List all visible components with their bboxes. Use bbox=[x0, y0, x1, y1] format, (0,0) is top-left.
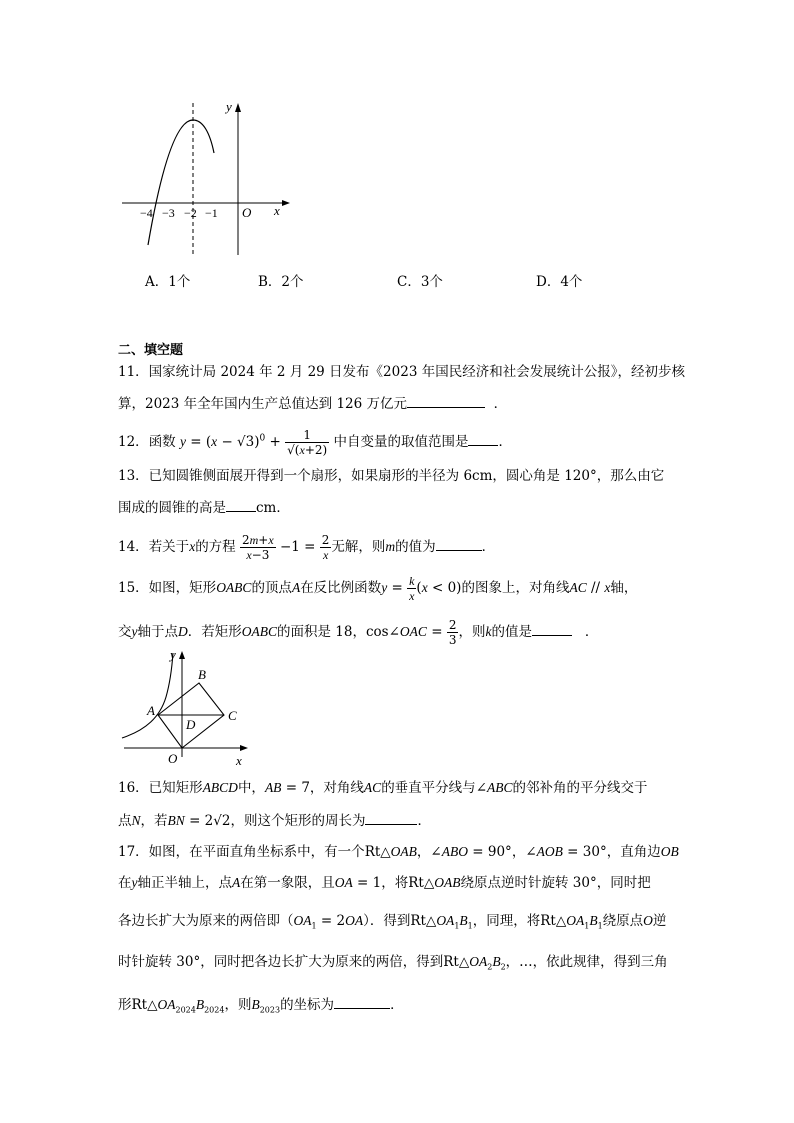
parabola-graph bbox=[110, 95, 310, 265]
option-c[interactable]: C．3个 bbox=[397, 274, 443, 290]
answer-blank[interactable] bbox=[407, 393, 485, 408]
q15-line2: 交y轴于点D．若矩形OABC的面积是 18，cos∠OAC = $\frac{2}{3}$ ，则k的值是 ． bbox=[118, 618, 599, 647]
option-a[interactable]: A．1个 bbox=[145, 274, 191, 290]
q17-line4: 时针旋转 30°，同时把各边长扩大为原来的两倍，得到$Rt\triangle OA_2B_2$，…，依此规律，得到三角 bbox=[118, 954, 668, 972]
origin-label: O bbox=[168, 751, 178, 766]
q15-line1: 15．如图，矩形OABC的顶点A在反比例函数y = $\frac{k}{x}$ (x < 0)的图象上，对角线AC // x轴， bbox=[118, 574, 638, 603]
q13-line2: 围成的圆锥的高是 cm． bbox=[118, 497, 290, 518]
q17-line5: 形$Rt\triangle OA_{2024}B_{2024}$，则$B_{2023}$的坐标为 ． bbox=[118, 994, 404, 1021]
answer-blank[interactable] bbox=[226, 497, 256, 512]
q16-line1: 16．已知矩形ABCD中，AB = 7，对角线AC的垂直平分线与∠ABC的邻补角的平分线交于 bbox=[118, 780, 648, 796]
point-a-label: A bbox=[147, 703, 155, 718]
q17-line3: 各边长扩大为原来的两倍即$(OA_1 = 2OA)$．得到$Rt\triangle OA_1B_1$，同理，将$Rt\triangle OA_1B_1$绕原点O逆 bbox=[118, 913, 667, 931]
x-axis-label: x bbox=[274, 203, 280, 218]
option-b[interactable]: B．2个 bbox=[258, 274, 304, 290]
q14: 14．若关于x的方程 $\frac{2m+x}{x-3}$ −1 = $\frac{2}{x}$ 无解，则m的值为 ． bbox=[118, 533, 496, 562]
answer-blank[interactable] bbox=[436, 536, 482, 551]
option-d[interactable]: D．4个 bbox=[536, 274, 583, 290]
answer-blank[interactable] bbox=[532, 621, 572, 636]
tick-label: −4 bbox=[140, 206, 153, 220]
x-axis-label: x bbox=[236, 753, 242, 768]
rectangle-hyperbola-graph bbox=[116, 645, 256, 770]
tick-label: −1 bbox=[205, 206, 218, 220]
q17-line1: 17．如图，在平面直角坐标系中，有一个Rt△OAB，∠ABO = 90°，∠AOB = 30°，直角边OB bbox=[118, 844, 679, 860]
section-title: 二、填空题 bbox=[118, 343, 184, 358]
tick-label: −3 bbox=[162, 206, 175, 220]
point-b-label: B bbox=[198, 667, 206, 682]
answer-blank[interactable] bbox=[365, 810, 417, 825]
q12: 12．函数 $y = (x - √3)^0$ + $\frac{1}{√(x+2)}$ 中自变量的取值范围是 ． bbox=[118, 428, 512, 457]
y-axis-label: y bbox=[226, 99, 232, 114]
point-c-label: C bbox=[228, 708, 237, 723]
q13-line1: 13．已知圆锥侧面展开得到一个扇形，如果扇形的半径为 6cm，圆心角是 120°，那么由它 bbox=[118, 468, 665, 484]
q17-line2: 在y轴正半轴上，点A在第一象限，且OA = 1，将Rt△OAB绕原点逆时针旋转 30°，同时把 bbox=[118, 875, 651, 891]
answer-blank[interactable] bbox=[468, 431, 498, 446]
y-axis-label: y bbox=[170, 647, 176, 662]
q11-line1: 11．国家统计局 2024 年 2 月 29 日发布《2023 年国民经济和社会发展统计公报》，经初步核 bbox=[118, 364, 685, 380]
q16-line2: 点N，若BN = 2√2，则这个矩形的周长为 ． bbox=[118, 810, 431, 831]
q11-line2: 算，2023 年全年国内生产总值达到 126 万亿元 ． bbox=[118, 393, 507, 414]
tick-label: −2 bbox=[184, 206, 197, 220]
answer-blank[interactable] bbox=[334, 994, 390, 1009]
point-d-label: D bbox=[186, 717, 196, 732]
origin-label: O bbox=[242, 205, 252, 220]
